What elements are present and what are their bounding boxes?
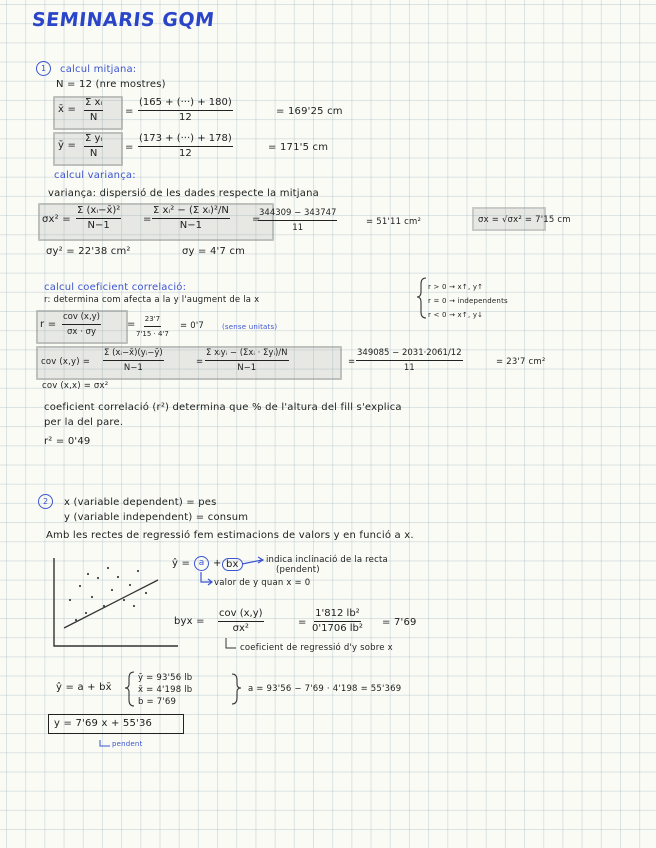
variance-x-values (258, 207, 337, 234)
r2-explanation-2: per la del pare. (44, 417, 124, 428)
r-values (136, 313, 169, 340)
std-x-value: σx = √σx² = 7'15 cm (478, 215, 571, 225)
regression-coef-values (312, 608, 363, 635)
mean-x-denominator: N (89, 112, 98, 123)
r-numerator: cov (x,y) (62, 311, 101, 325)
covariance-result: = 23'7 cm² (496, 357, 546, 367)
regression-coef-note: coeficient de regressió d'y sobre x (240, 643, 393, 653)
r-unit-note: (sense unitats) (222, 323, 278, 331)
variance-x-eq: = (143, 214, 152, 225)
covariance-lhs: cov (x,y) = (41, 357, 91, 367)
heading-variance: calcul variança: (54, 170, 136, 181)
r-values-denominator: 7'15 · 4'7 (136, 330, 169, 338)
mean-x-eq: = (125, 106, 134, 117)
regression-coef-lhs: byx = (174, 616, 205, 627)
regression-coef-formula (218, 608, 264, 635)
mean-y-values (138, 133, 233, 160)
mean-y-lhs: ȳ = (58, 140, 77, 151)
covariance-formula2 (205, 347, 289, 374)
section-number-1: 1 (36, 61, 51, 76)
mean-x-lhs: x̄ = (58, 104, 77, 115)
system-mean-x: x̄ = 4'198 lb (138, 685, 193, 695)
mean-y-result: = 171'5 cm (268, 142, 329, 153)
r-values-numerator: 23'7 (144, 313, 161, 327)
system-mean-y: ȳ = 93'56 lb (138, 673, 193, 683)
covariance-eq: = (196, 357, 204, 367)
covariance-values (356, 347, 463, 374)
regression-coef-numerator: cov (x,y) (218, 608, 264, 622)
model-lhs: ŷ = (172, 558, 191, 569)
intercept-circle: a (194, 556, 209, 571)
regression-intro: Amb les rectes de regressió fem estimacions de valors y en funció a x. (46, 530, 414, 541)
slope-term: bx (222, 558, 243, 571)
std-y-line: σy = 4'7 cm (182, 246, 246, 257)
regression-coef-eq: = (298, 617, 307, 628)
r-formula (62, 311, 101, 338)
page-title: SEMINARIS GQM (30, 9, 216, 31)
r-denominator: σx · σy (67, 327, 96, 337)
slope-note-pendent: (pendent) (276, 565, 320, 575)
sample-size-line: N = 12 (nre mostres) (56, 79, 166, 90)
regression-equation: ŷ = a + bx̄ (56, 682, 112, 693)
r-case-positive: r > 0 → x↑, y↑ (428, 283, 484, 291)
variance-x-formula2 (152, 205, 230, 232)
r2-value: r² = 0'49 (44, 436, 91, 447)
mean-x-values-numerator: (165 + (···) + 180) (138, 97, 233, 111)
intercept-calculation: a = 93'56 − 7'69 · 4'198 = 55'369 (248, 684, 402, 694)
covariance-eq2: = (348, 357, 356, 367)
covariance-numerator: Σ (xᵢ−x̄)(yᵢ−ȳ) (103, 347, 164, 361)
covariance-denominator2: N−1 (237, 363, 257, 373)
variance-y-line: σy² = 22'38 cm² (46, 246, 131, 257)
section-number-2: 2 (38, 494, 53, 509)
mean-y-values-denominator: 12 (179, 148, 192, 159)
variance-x-values-denominator: 11 (292, 223, 304, 233)
covariance-values-numerator: 349085 − 2031·2061/12 (356, 347, 463, 361)
final-equation-note: pendent (112, 740, 143, 748)
r-definition: r: determina com afecta a la y l'augment de la x (44, 295, 260, 305)
final-equation: y = 7'69 x + 55'36 (54, 718, 153, 729)
r-eq: = (127, 319, 136, 330)
y-variable-line: y (variable independent) = consum (64, 512, 249, 523)
regression-coef-denominator: σx² (232, 623, 249, 634)
covariance-denominator: N−1 (123, 363, 143, 373)
variance-x-eq2: = (252, 214, 261, 225)
heading-mean: calcul mitjana: (60, 64, 137, 75)
covariance-numerator2: Σ xᵢyᵢ − (Σxᵢ · Σyᵢ)/N (205, 347, 289, 361)
mean-y-eq: = (125, 142, 134, 153)
variance-x-denominator2: N−1 (179, 220, 203, 231)
variance-x-numerator2: Σ xᵢ² − (Σ xᵢ)²/N (152, 205, 230, 219)
mean-y-denominator: N (89, 148, 98, 159)
mean-y-numerator: Σ yᵢ (84, 133, 103, 147)
r-lhs: r = (40, 319, 57, 330)
covariance-values-denominator: 11 (403, 363, 415, 373)
mean-x-values (138, 97, 233, 124)
system-slope: b = 7'69 (138, 697, 177, 707)
regression-coef-result: = 7'69 (382, 617, 417, 628)
r-case-zero: r = 0 → independents (428, 297, 508, 305)
variance-x-values-numerator: 344309 − 343747 (258, 207, 337, 221)
regression-coef-values-numerator: 1'812 lb² (314, 608, 361, 622)
covariance-formula (103, 347, 164, 374)
mean-x-result: = 169'25 cm (276, 106, 343, 117)
variance-x-formula (76, 205, 121, 232)
r-case-negative: r < 0 → x↑, y↓ (428, 311, 484, 319)
slope-note: indica inclinació de la recta (266, 555, 388, 565)
x-variable-line: x (variable dependent) = pes (64, 497, 217, 508)
mean-x-numerator: Σ xᵢ (84, 97, 103, 111)
variance-x-lhs: σx² = (42, 214, 71, 225)
mean-y-values-numerator: (173 + (···) + 178) (138, 133, 233, 147)
mean-y-formula (84, 133, 103, 160)
heading-correlation: calcul coeficient correlació: (44, 282, 187, 293)
r-result: = 0'7 (180, 321, 204, 331)
covariance-xx-line: cov (x,x) = σx² (42, 381, 109, 391)
model-plus: + (213, 558, 222, 569)
variance-x-denominator: N−1 (87, 220, 110, 231)
variance-x-numerator: Σ (xᵢ−x̄)² (76, 205, 121, 219)
variance-x-result: = 51'11 cm² (366, 217, 422, 227)
regression-coef-values-denominator: 0'1706 lb² (312, 623, 363, 634)
mean-x-formula (84, 97, 103, 124)
variance-definition: variança: dispersió de les dades respecte la mitjana (48, 188, 319, 199)
intercept-note: valor de y quan x = 0 (214, 578, 311, 588)
r2-explanation-1: coeficient correlació (r²) determina que % de l'altura del fill s'explica (44, 402, 402, 413)
mean-x-values-denominator: 12 (179, 112, 192, 123)
